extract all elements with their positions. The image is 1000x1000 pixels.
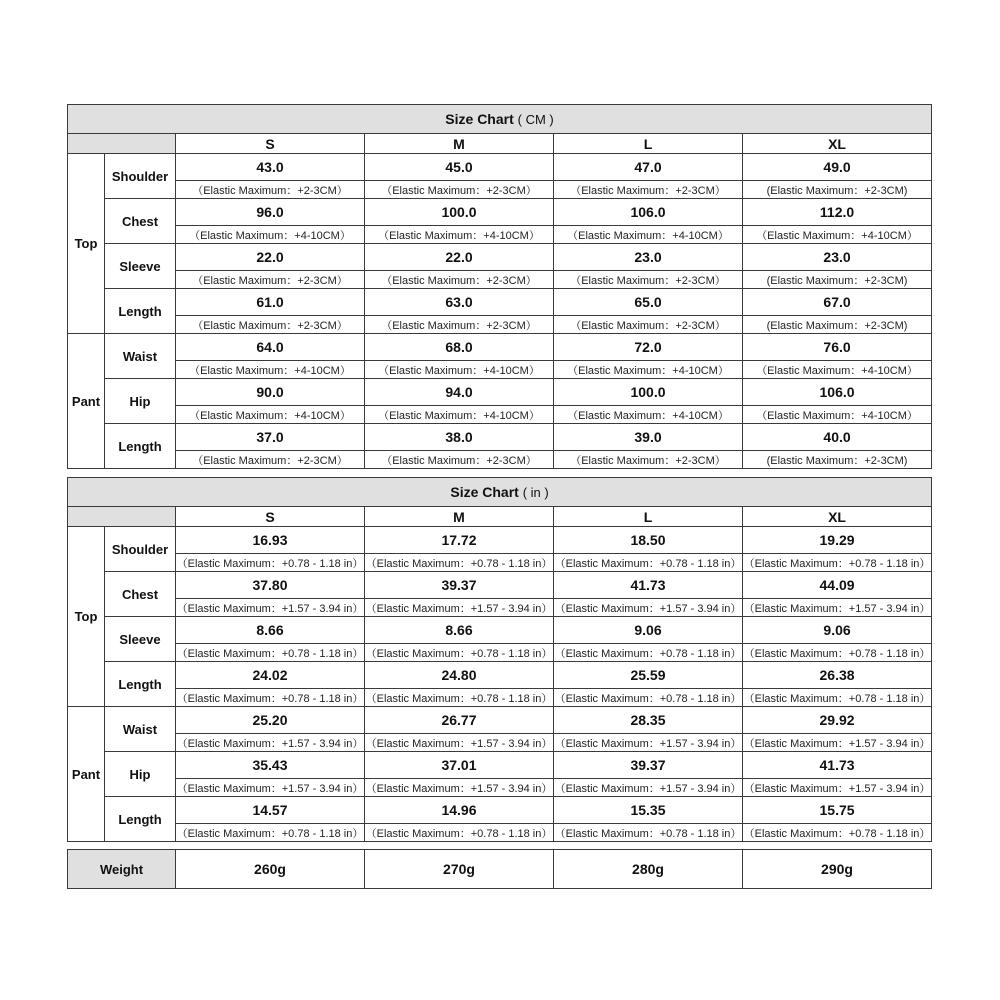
elastic-note: （Elastic Maximum：+4-10CM）: [554, 361, 743, 379]
measurement-label: Sleeve: [105, 244, 176, 289]
measurement-value: 15.35: [554, 797, 743, 824]
measurement-value: 65.0: [554, 289, 743, 316]
size-header-xl: XL: [743, 507, 932, 527]
elastic-note: （Elastic Maximum：+0.78 - 1.18 in）: [176, 644, 365, 662]
elastic-note: （Elastic Maximum：+1.57 - 3.94 in）: [176, 779, 365, 797]
elastic-note: （Elastic Maximum：+2-3CM）: [365, 181, 554, 199]
measurement-value: 8.66: [176, 617, 365, 644]
elastic-note: （Elastic Maximum：+1.57 - 3.94 in）: [743, 734, 932, 752]
elastic-note: （Elastic Maximum：+4-10CM）: [365, 361, 554, 379]
elastic-note: （Elastic Maximum：+4-10CM）: [365, 406, 554, 424]
chart-unit: ( in ): [522, 485, 549, 500]
elastic-note: （Elastic Maximum：+0.78 - 1.18 in）: [365, 689, 554, 707]
measurement-row: [68, 244, 932, 271]
measurement-label: Chest: [105, 572, 176, 617]
note-row: [68, 226, 932, 244]
elastic-note: （Elastic Maximum：+2-3CM）: [176, 271, 365, 289]
measurement-value: 100.0: [365, 199, 554, 226]
measurement-value: 14.96: [365, 797, 554, 824]
elastic-note: （Elastic Maximum：+2-3CM）: [176, 316, 365, 334]
measurement-value: 24.80: [365, 662, 554, 689]
weight-table: [67, 849, 932, 889]
note-row: [68, 779, 932, 797]
group-label-top: Top: [68, 527, 105, 707]
measurement-value: 26.38: [743, 662, 932, 689]
measurement-label: Hip: [105, 379, 176, 424]
measurement-label: Sleeve: [105, 617, 176, 662]
elastic-note: （Elastic Maximum：+1.57 - 3.94 in）: [743, 779, 932, 797]
measurement-value: 41.73: [554, 572, 743, 599]
measurement-row: [68, 797, 932, 824]
measurement-value: 25.59: [554, 662, 743, 689]
note-row: [68, 734, 932, 752]
measurement-label: Length: [105, 662, 176, 707]
elastic-note: （Elastic Maximum：+0.78 - 1.18 in）: [176, 554, 365, 572]
measurement-value: 8.66: [365, 617, 554, 644]
measurement-value: 63.0: [365, 289, 554, 316]
weight-label: Weight: [68, 850, 176, 889]
elastic-note: （Elastic Maximum：+0.78 - 1.18 in）: [176, 689, 365, 707]
note-row: [68, 181, 932, 199]
measurement-label: Shoulder: [105, 527, 176, 572]
elastic-note: （Elastic Maximum：+0.78 - 1.18 in）: [743, 689, 932, 707]
measurement-label: Shoulder: [105, 154, 176, 199]
measurement-value: 100.0: [554, 379, 743, 406]
weight-row: [68, 850, 932, 889]
chart-title-text: Size Chart: [445, 111, 514, 127]
elastic-note: （Elastic Maximum：+0.78 - 1.18 in）: [743, 554, 932, 572]
measurement-value: 22.0: [176, 244, 365, 271]
chart-title: [68, 105, 932, 134]
measurement-row: [68, 662, 932, 689]
elastic-note: （Elastic Maximum：+4-10CM）: [176, 361, 365, 379]
measurement-value: 96.0: [176, 199, 365, 226]
title-row: [68, 105, 932, 134]
measurement-value: 45.0: [365, 154, 554, 181]
measurement-value: 35.43: [176, 752, 365, 779]
measurement-label: Length: [105, 797, 176, 842]
elastic-note: （Elastic Maximum：+0.78 - 1.18 in）: [176, 824, 365, 842]
note-row: [68, 316, 932, 334]
measurement-row: [68, 199, 932, 226]
measurement-value: 47.0: [554, 154, 743, 181]
elastic-note: （Elastic Maximum：+0.78 - 1.18 in）: [365, 644, 554, 662]
measurement-value: 24.02: [176, 662, 365, 689]
size-header-xl: XL: [743, 134, 932, 154]
measurement-value: 37.01: [365, 752, 554, 779]
elastic-note: （Elastic Maximum：+2-3CM）: [365, 271, 554, 289]
measurement-value: 17.72: [365, 527, 554, 554]
size-header-s: S: [176, 134, 365, 154]
size-header-row: [68, 507, 932, 527]
measurement-label: Waist: [105, 334, 176, 379]
size-header-s: S: [176, 507, 365, 527]
measurement-value: 18.50: [554, 527, 743, 554]
note-row: [68, 271, 932, 289]
size-header-m: M: [365, 507, 554, 527]
elastic-note: （Elastic Maximum：+1.57 - 3.94 in）: [365, 599, 554, 617]
note-row: [68, 406, 932, 424]
measurement-value: 28.35: [554, 707, 743, 734]
elastic-note: （Elastic Maximum：+1.57 - 3.94 in）: [554, 734, 743, 752]
measurement-value: 22.0: [365, 244, 554, 271]
group-label-pant: Pant: [68, 707, 105, 842]
measurement-label: Length: [105, 289, 176, 334]
size-header-l: L: [554, 507, 743, 527]
measurement-label: Chest: [105, 199, 176, 244]
measurement-value: 72.0: [554, 334, 743, 361]
elastic-note: （Elastic Maximum：+2-3CM）: [365, 451, 554, 469]
size-chart-in: [67, 477, 932, 842]
note-row: [68, 599, 932, 617]
measurement-value: 9.06: [743, 617, 932, 644]
title-row: [68, 478, 932, 507]
measurement-value: 41.73: [743, 752, 932, 779]
elastic-note: （Elastic Maximum：+4-10CM）: [176, 406, 365, 424]
elastic-note: （Elastic Maximum：+0.78 - 1.18 in）: [365, 824, 554, 842]
measurement-value: 38.0: [365, 424, 554, 451]
elastic-note: （Elastic Maximum：+2-3CM）: [365, 316, 554, 334]
header-blank: [68, 507, 176, 527]
measurement-value: 106.0: [743, 379, 932, 406]
chart-title-text: Size Chart: [450, 484, 519, 500]
elastic-note: （Elastic Maximum：+4-10CM）: [743, 361, 932, 379]
weight-value-m: 270g: [365, 850, 554, 889]
note-row: [68, 554, 932, 572]
elastic-note: （Elastic Maximum：+2-3CM）: [554, 451, 743, 469]
chart-title: [68, 478, 932, 507]
measurement-value: 43.0: [176, 154, 365, 181]
size-header-row: [68, 134, 932, 154]
measurement-value: 23.0: [554, 244, 743, 271]
elastic-note: （Elastic Maximum：+4-10CM）: [365, 226, 554, 244]
measurement-value: 25.20: [176, 707, 365, 734]
measurement-value: 76.0: [743, 334, 932, 361]
elastic-note: （Elastic Maximum：+1.57 - 3.94 in）: [554, 779, 743, 797]
note-row: [68, 361, 932, 379]
elastic-note: (Elastic Maximum：+2-3CM): [743, 451, 932, 469]
measurement-value: 90.0: [176, 379, 365, 406]
elastic-note: （Elastic Maximum：+2-3CM）: [554, 181, 743, 199]
weight-value-l: 280g: [554, 850, 743, 889]
elastic-note: （Elastic Maximum：+4-10CM）: [176, 226, 365, 244]
measurement-value: 26.77: [365, 707, 554, 734]
elastic-note: （Elastic Maximum：+2-3CM）: [176, 181, 365, 199]
measurement-value: 16.93: [176, 527, 365, 554]
measurement-value: 9.06: [554, 617, 743, 644]
group-label-top: Top: [68, 154, 105, 334]
elastic-note: （Elastic Maximum：+2-3CM）: [554, 316, 743, 334]
measurement-row: [68, 289, 932, 316]
measurement-row: [68, 334, 932, 361]
measurement-row: [68, 752, 932, 779]
weight-value-s: 260g: [176, 850, 365, 889]
header-blank: [68, 134, 176, 154]
elastic-note: （Elastic Maximum：+1.57 - 3.94 in）: [176, 734, 365, 752]
measurement-value: 39.37: [365, 572, 554, 599]
elastic-note: （Elastic Maximum：+1.57 - 3.94 in）: [554, 599, 743, 617]
measurement-row: [68, 379, 932, 406]
note-row: [68, 644, 932, 662]
elastic-note: (Elastic Maximum：+2-3CM): [743, 181, 932, 199]
measurement-row: [68, 424, 932, 451]
measurement-value: 23.0: [743, 244, 932, 271]
size-header-l: L: [554, 134, 743, 154]
weight-value-xl: 290g: [743, 850, 932, 889]
measurement-row: [68, 527, 932, 554]
measurement-value: 39.0: [554, 424, 743, 451]
elastic-note: （Elastic Maximum：+1.57 - 3.94 in）: [365, 734, 554, 752]
measurement-row: [68, 572, 932, 599]
measurement-value: 61.0: [176, 289, 365, 316]
measurement-row: [68, 707, 932, 734]
measurement-value: 94.0: [365, 379, 554, 406]
elastic-note: （Elastic Maximum：+0.78 - 1.18 in）: [743, 824, 932, 842]
elastic-note: （Elastic Maximum：+1.57 - 3.94 in）: [743, 599, 932, 617]
elastic-note: （Elastic Maximum：+4-10CM）: [743, 226, 932, 244]
measurement-row: [68, 617, 932, 644]
measurement-value: 37.80: [176, 572, 365, 599]
elastic-note: （Elastic Maximum：+2-3CM）: [176, 451, 365, 469]
elastic-note: （Elastic Maximum：+0.78 - 1.18 in）: [365, 554, 554, 572]
elastic-note: (Elastic Maximum：+2-3CM): [743, 271, 932, 289]
measurement-value: 64.0: [176, 334, 365, 361]
elastic-note: （Elastic Maximum：+0.78 - 1.18 in）: [554, 824, 743, 842]
measurement-value: 106.0: [554, 199, 743, 226]
measurement-value: 19.29: [743, 527, 932, 554]
elastic-note: （Elastic Maximum：+0.78 - 1.18 in）: [554, 554, 743, 572]
measurement-value: 49.0: [743, 154, 932, 181]
measurement-value: 112.0: [743, 199, 932, 226]
measurement-value: 44.09: [743, 572, 932, 599]
measurement-value: 29.92: [743, 707, 932, 734]
note-row: [68, 689, 932, 707]
measurement-label: Hip: [105, 752, 176, 797]
elastic-note: （Elastic Maximum：+0.78 - 1.18 in）: [554, 644, 743, 662]
elastic-note: (Elastic Maximum：+2-3CM): [743, 316, 932, 334]
size-chart-cm: [67, 104, 932, 469]
elastic-note: （Elastic Maximum：+4-10CM）: [554, 226, 743, 244]
measurement-value: 67.0: [743, 289, 932, 316]
measurement-value: 40.0: [743, 424, 932, 451]
elastic-note: （Elastic Maximum：+1.57 - 3.94 in）: [365, 779, 554, 797]
measurement-value: 39.37: [554, 752, 743, 779]
measurement-label: Length: [105, 424, 176, 469]
measurement-value: 14.57: [176, 797, 365, 824]
chart-unit: ( CM ): [517, 112, 554, 127]
elastic-note: （Elastic Maximum：+4-10CM）: [743, 406, 932, 424]
elastic-note: （Elastic Maximum：+4-10CM）: [554, 406, 743, 424]
measurement-value: 37.0: [176, 424, 365, 451]
note-row: [68, 824, 932, 842]
group-label-pant: Pant: [68, 334, 105, 469]
elastic-note: （Elastic Maximum：+2-3CM）: [554, 271, 743, 289]
measurement-value: 15.75: [743, 797, 932, 824]
note-row: [68, 451, 932, 469]
size-header-m: M: [365, 134, 554, 154]
elastic-note: （Elastic Maximum：+0.78 - 1.18 in）: [743, 644, 932, 662]
measurement-value: 68.0: [365, 334, 554, 361]
elastic-note: （Elastic Maximum：+1.57 - 3.94 in）: [176, 599, 365, 617]
elastic-note: （Elastic Maximum：+0.78 - 1.18 in）: [554, 689, 743, 707]
measurement-row: [68, 154, 932, 181]
measurement-label: Waist: [105, 707, 176, 752]
